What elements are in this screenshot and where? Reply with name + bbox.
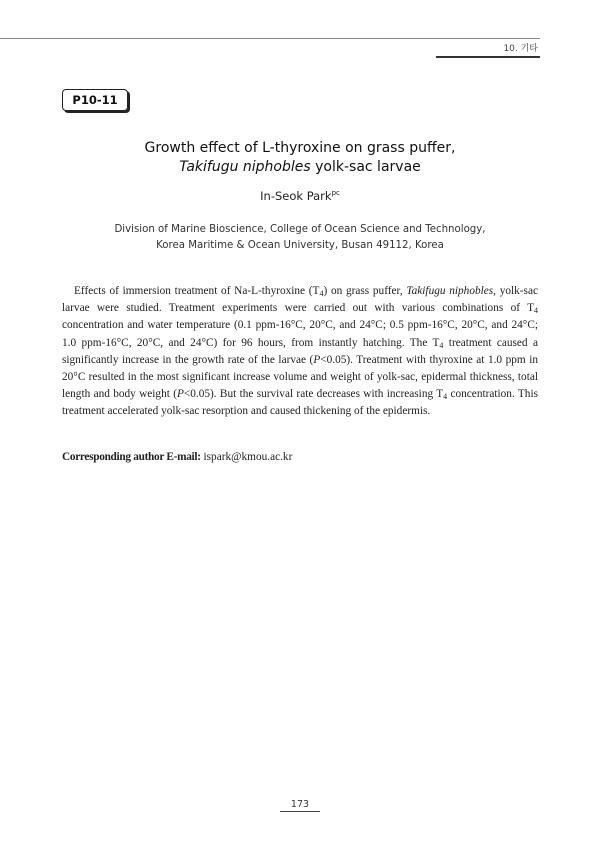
contact-email[interactable]: ispark@kmou.ac.kr bbox=[200, 451, 293, 463]
header-rule bbox=[0, 38, 540, 39]
species-name: Takifugu niphobles bbox=[179, 159, 311, 175]
section-label: 10. 기타 bbox=[503, 44, 538, 54]
abstract: Effects of immersion treatment of Na-L-thyroxine $(T_4)$ on grass puffer, Takifugu niphobles, yolk-sac larvae were studied. Treatment experiments were carried out with various combinations of $T_4$ concentration and water temperature (0.1 ppm-16°C, 20°C, and 24°C; 0.5 ppm-16°C, 20°C, and 24°C; 1.0 ppm-16°C, 20°C, and 24°C) for 96 hours, from instantly hatching. The $T_4$ treatment caused a significantly increase in the growth rate of the larvae (P<0.05). Treatment with thyroxine at 1.0 ppm in 20°C resulted in the most significant increase volume and weight of yolk-sac, epidermal thickness, total length and body weight (P<0.05). But the survival rate decreases with increasing $T_4$ concentration. This treatment accelerated yolk-sac resorption and caused thickening of the epidermis. bbox=[62, 285, 538, 418]
affiliation-line2: Korea Maritime & Ocean University, Busan 49112, Korea bbox=[156, 240, 444, 251]
page-number-rule bbox=[280, 811, 320, 812]
paper-id-tag: P10-11 bbox=[62, 89, 128, 111]
paper-title-line1: Growth effect of L-thyroxine on grass puffer, bbox=[144, 140, 456, 156]
paper-title-line2 bbox=[0, 158, 600, 177]
header-accent-bar bbox=[436, 56, 540, 58]
page-number: 173 bbox=[290, 799, 310, 810]
author-mark: pc bbox=[331, 189, 340, 197]
affiliation-line1: Division of Marine Bioscience, College of Ocean Science and Technology, bbox=[114, 224, 486, 235]
title-rest: yolk-sac larvae bbox=[310, 159, 421, 175]
corresponding-author bbox=[62, 451, 292, 463]
author-name: In-Seok Park bbox=[260, 189, 332, 203]
contact-label: Corresponding author E-mail: bbox=[62, 451, 201, 463]
author bbox=[0, 189, 600, 203]
